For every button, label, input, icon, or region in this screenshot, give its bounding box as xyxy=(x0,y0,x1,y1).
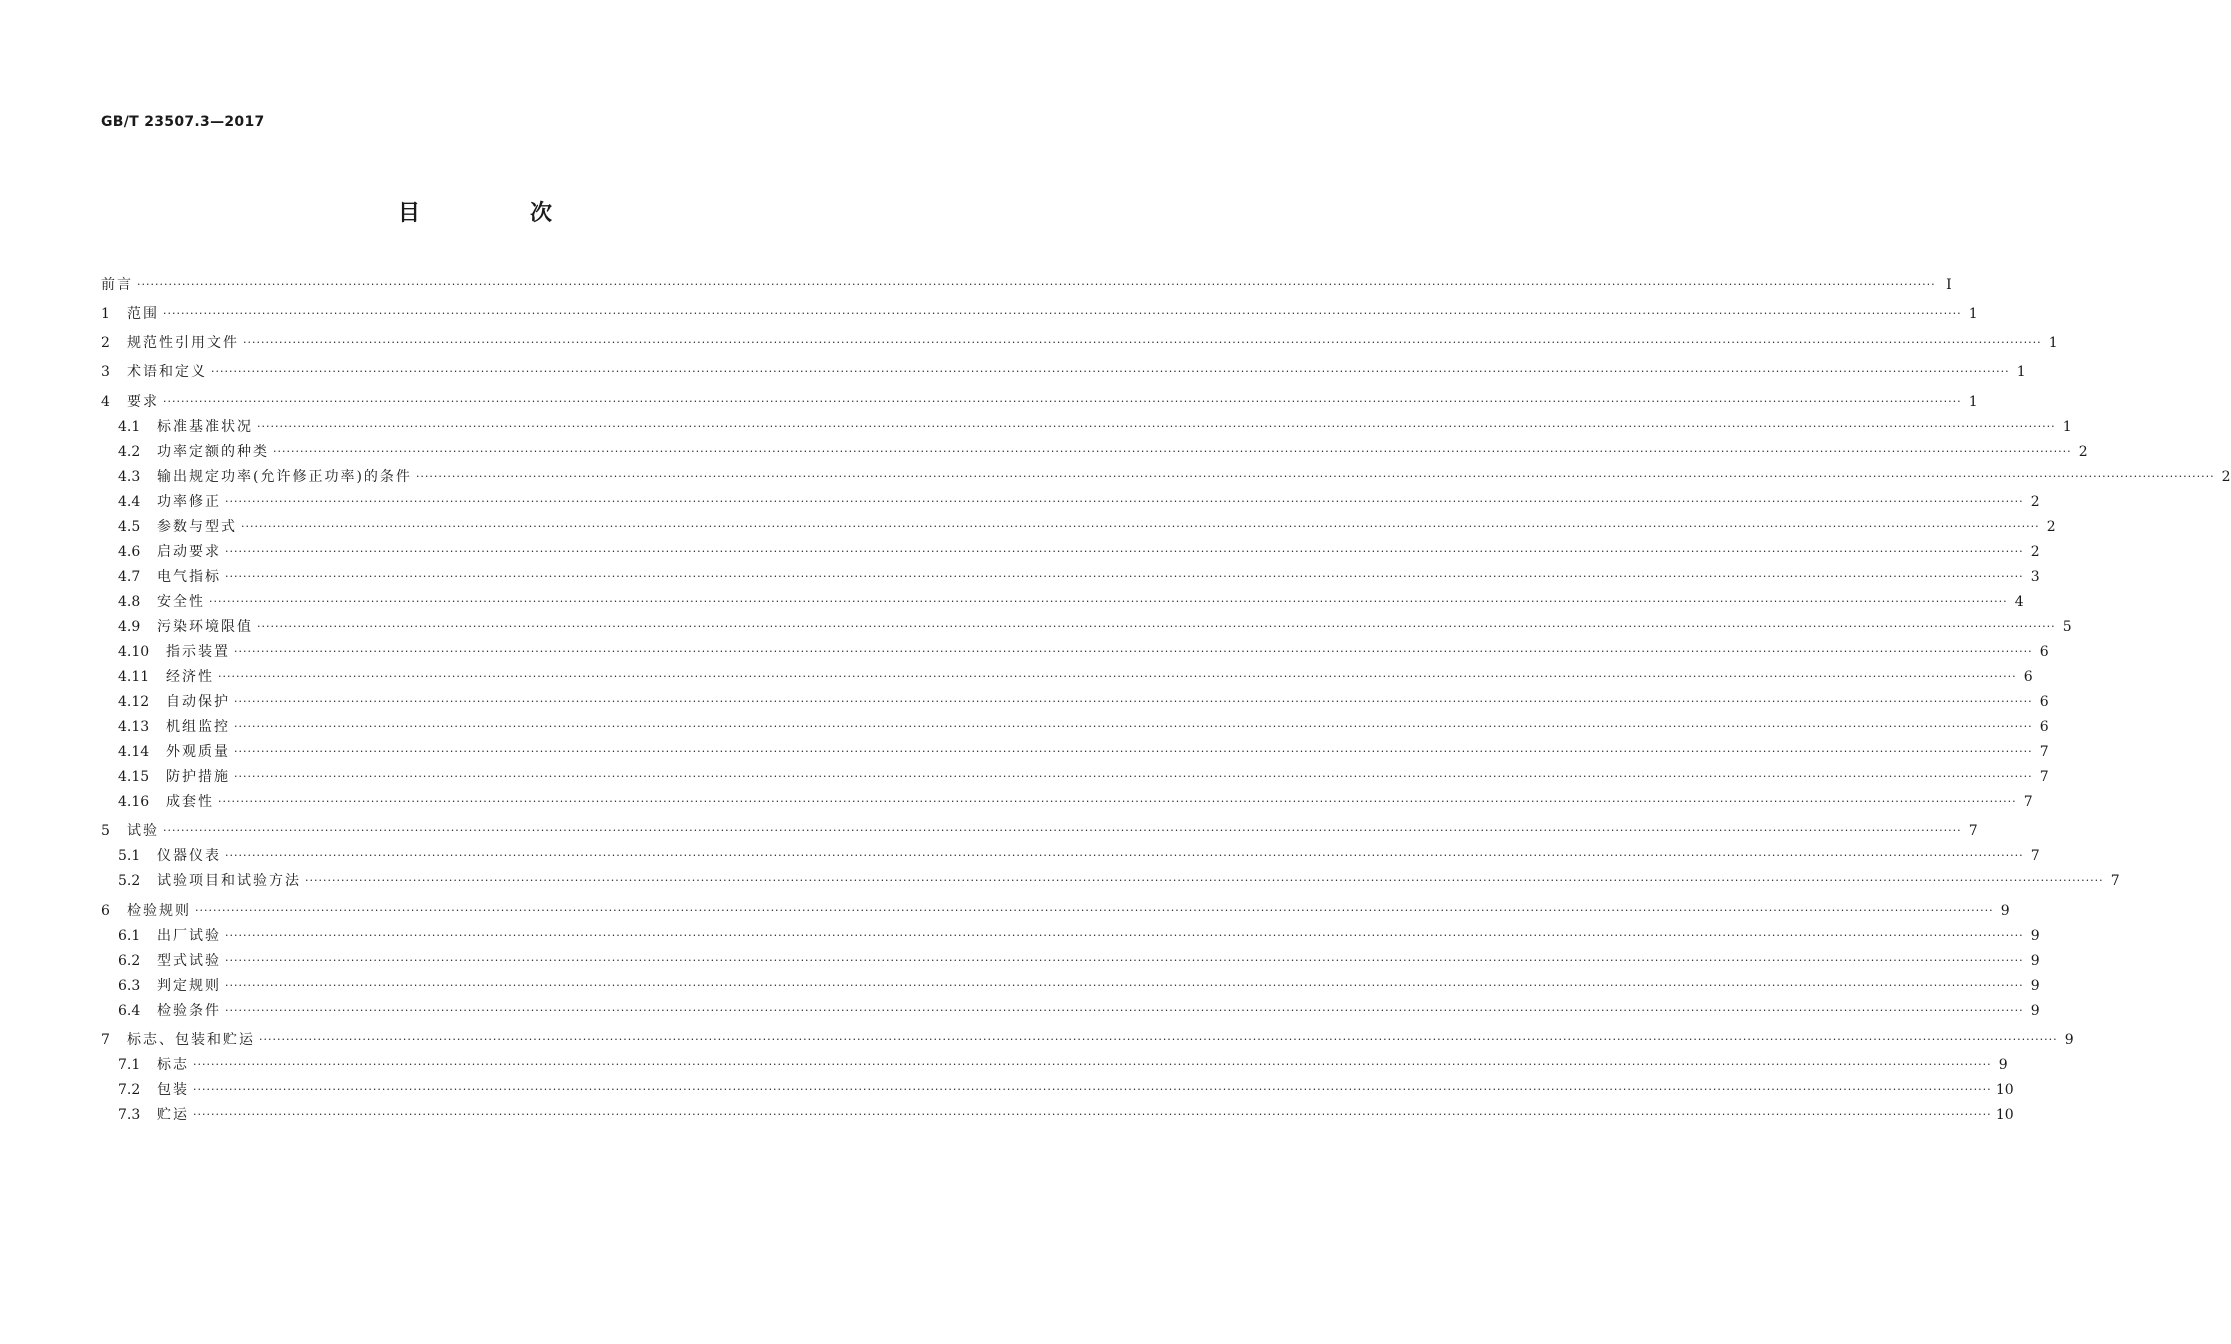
toc-entry-page: 4 xyxy=(2014,594,2024,610)
toc-entry-page: 9 xyxy=(2064,1032,2074,1048)
toc-entry-page: 2 xyxy=(2030,494,2040,510)
toc-entry-number: 5 xyxy=(101,823,110,839)
toc-entry-label: 自动保护 xyxy=(166,694,230,710)
toc-entry-number: 6.1 xyxy=(118,928,141,944)
toc-entry-number: 4.15 xyxy=(118,769,150,785)
toc-entry[interactable] xyxy=(118,568,2040,586)
toc-entry-label: 外观质量 xyxy=(166,744,230,760)
toc-entry-label: 检验规则 xyxy=(127,903,191,919)
toc-entry[interactable] xyxy=(118,768,2049,786)
toc-entry-number: 4.9 xyxy=(118,619,141,635)
toc-entry-label: 电气指标 xyxy=(157,569,221,585)
toc-leader-dots: ················································································································································································································································································································································································································ xyxy=(234,720,2033,733)
toc-entry[interactable] xyxy=(101,1031,2074,1049)
toc-entry-page: 1 xyxy=(1968,306,1978,322)
toc-leader-dots: ················································································································································································································································································································································································································ xyxy=(259,1033,2058,1046)
toc-leader-dots: ················································································································································································································································································································································································································ xyxy=(218,670,2017,683)
toc-entry-number: 4.5 xyxy=(118,519,141,535)
toc-entry[interactable] xyxy=(118,1081,2014,1099)
toc-entry-number: 4.3 xyxy=(118,469,141,485)
toc-entry-page: Ⅰ xyxy=(1946,277,1952,293)
toc-entry-number: 4.16 xyxy=(118,794,150,810)
toc-entry-page: 1 xyxy=(2048,335,2058,351)
toc-entry-number: 4.10 xyxy=(118,644,150,660)
standard-code: GB/T 23507.3—2017 xyxy=(101,114,265,130)
toc-entry[interactable] xyxy=(118,872,2120,890)
toc-entry-label: 安全性 xyxy=(157,594,205,610)
toc-entry-number: 4.12 xyxy=(118,694,150,710)
toc-entry-page: 2 xyxy=(2221,469,2231,485)
toc-entry-label: 成套性 xyxy=(166,794,214,810)
toc-entry-page: 9 xyxy=(2000,903,2010,919)
toc-entry-page: 7 xyxy=(2039,744,2049,760)
toc-leader-dots: ················································································································································································································································································································································································································ xyxy=(257,620,2056,633)
toc-entry-page: 6 xyxy=(2023,669,2033,685)
toc-entry[interactable] xyxy=(118,1056,2008,1074)
toc-entry[interactable] xyxy=(118,468,2231,486)
toc-entry[interactable] xyxy=(118,1002,2040,1020)
toc-leader-dots: ················································································································································································································································································································································································································ xyxy=(163,824,1962,837)
toc-entry-label: 功率修正 xyxy=(157,494,221,510)
toc-leader-dots: ················································································································································································································································································································································································································ xyxy=(218,795,2017,808)
toc-entry[interactable] xyxy=(118,693,2049,711)
toc-leader-dots: ················································································································································································································································································································································································································ xyxy=(234,645,2033,658)
toc-leader-dots: ················································································································································································································································································································································································································ xyxy=(225,495,2024,508)
toc-entry-label: 范围 xyxy=(127,306,159,322)
toc-entry-page: 9 xyxy=(2030,928,2040,944)
toc-entry[interactable] xyxy=(118,743,2049,761)
toc-entry-label: 出厂试验 xyxy=(157,928,221,944)
toc-entry-label: 参数与型式 xyxy=(157,519,237,535)
toc-entry-page: 9 xyxy=(2030,953,2040,969)
toc-leader-dots: ················································································································································································································································································································································································································ xyxy=(234,770,2033,783)
toc-entry-page: 6 xyxy=(2039,644,2049,660)
toc-entry[interactable] xyxy=(118,593,2024,611)
toc-entry-page: 2 xyxy=(2046,519,2056,535)
toc-entry-number: 7 xyxy=(101,1032,110,1048)
toc-entry-label: 污染环境限值 xyxy=(157,619,253,635)
toc-entry-number: 6.4 xyxy=(118,1003,141,1019)
toc-entry-number: 4.8 xyxy=(118,594,141,610)
toc-leader-dots: ················································································································································································································································································································································································································ xyxy=(193,1108,1992,1121)
toc-entry[interactable] xyxy=(118,618,2072,636)
toc-leader-dots: ················································································································································································································································································································································································································ xyxy=(257,420,2056,433)
toc-entry-number: 4.1 xyxy=(118,419,141,435)
toc-entry-label: 前言 xyxy=(101,277,133,293)
toc-entry-number: 6 xyxy=(101,903,110,919)
toc-entry[interactable] xyxy=(101,276,1952,294)
toc-entry-number: 7.2 xyxy=(118,1082,141,1098)
toc-entry-label: 检验条件 xyxy=(157,1003,221,1019)
toc-leader-dots: ················································································································································································································································································································································································································ xyxy=(163,307,1962,320)
toc-leader-dots: ················································································································································································································································································································································································································ xyxy=(137,278,1936,291)
toc-entry-label: 机组监控 xyxy=(166,719,230,735)
toc-entry-page: 7 xyxy=(1968,823,1978,839)
toc-entry-number: 4.6 xyxy=(118,544,141,560)
toc-leader-dots: ················································································································································································································································································································································································································ xyxy=(195,904,1994,917)
toc-leader-dots: ················································································································································································································································································································································································································ xyxy=(225,979,2024,992)
toc-leader-dots: ················································································································································································································································································································································································································ xyxy=(225,849,2024,862)
toc-leader-dots: ················································································································································································································································································································································································································ xyxy=(163,395,1962,408)
toc-entry[interactable] xyxy=(118,668,2033,686)
toc-title: 目 次 xyxy=(397,201,596,226)
toc-entry-page: 1 xyxy=(1968,394,1978,410)
toc-leader-dots: ················································································································································································································································································································································································································ xyxy=(415,470,2215,483)
toc-leader-dots: ················································································································································································································································································································································································································ xyxy=(225,545,2024,558)
toc-entry-page: 2 xyxy=(2030,544,2040,560)
toc-entry-number: 1 xyxy=(101,306,110,322)
toc-entry[interactable] xyxy=(118,443,2088,461)
toc-entry[interactable] xyxy=(101,902,2010,920)
toc-entry[interactable] xyxy=(118,493,2040,511)
toc-entry[interactable] xyxy=(101,393,1978,411)
toc-entry-page: 6 xyxy=(2039,694,2049,710)
toc-entry-page: 6 xyxy=(2039,719,2049,735)
toc-entry-label: 贮运 xyxy=(157,1107,189,1123)
toc-entry-number: 4.4 xyxy=(118,494,141,510)
toc-entry[interactable] xyxy=(118,1106,2014,1124)
toc-entry-label: 启动要求 xyxy=(157,544,221,560)
toc-leader-dots: ················································································································································································································································································································································································································ xyxy=(193,1083,1992,1096)
toc-leader-dots: ················································································································································································································································································································································································································ xyxy=(209,595,2008,608)
toc-entry-number: 5.2 xyxy=(118,873,141,889)
toc-leader-dots: ················································································································································································································································································································································································································ xyxy=(225,570,2024,583)
toc-entry-label: 试验项目和试验方法 xyxy=(157,873,301,889)
toc-entry-number: 4 xyxy=(101,394,110,410)
toc-leader-dots: ················································································································································································································································································································································································································ xyxy=(234,745,2033,758)
toc-entry-label: 标准基准状况 xyxy=(157,419,253,435)
toc-leader-dots: ················································································································································································································································································································································································································ xyxy=(225,929,2024,942)
toc-leader-dots: ················································································································································································································································································································································································································ xyxy=(241,520,2040,533)
toc-entry[interactable] xyxy=(118,643,2049,661)
toc-entry-page: 3 xyxy=(2030,569,2040,585)
toc-entry-page: 7 xyxy=(2030,848,2040,864)
toc-entry[interactable] xyxy=(101,822,1978,840)
toc-leader-dots: ················································································································································································································································································································································································································ xyxy=(305,874,2104,887)
toc-entry-page: 2 xyxy=(2078,444,2088,460)
toc-entry-number: 4.13 xyxy=(118,719,150,735)
toc-entry-label: 试验 xyxy=(127,823,159,839)
toc-entry-label: 标志 xyxy=(157,1057,189,1073)
toc-entry-page: 1 xyxy=(2062,419,2072,435)
toc-entry-page: 7 xyxy=(2110,873,2120,889)
toc-leader-dots: ················································································································································································································································································································································································································ xyxy=(234,695,2033,708)
toc-entry-page: 5 xyxy=(2062,619,2072,635)
toc-entry-number: 5.1 xyxy=(118,848,141,864)
toc-entry-label: 防护措施 xyxy=(166,769,230,785)
toc-entry-label: 功率定额的种类 xyxy=(157,444,269,460)
toc-entry-page: 10 xyxy=(1995,1082,2014,1098)
toc-entry-label: 标志、包装和贮运 xyxy=(127,1032,255,1048)
toc-entry-number: 6.3 xyxy=(118,978,141,994)
toc-entry[interactable] xyxy=(118,518,2056,536)
toc-entry[interactable] xyxy=(118,543,2040,561)
toc-entry-label: 要求 xyxy=(127,394,159,410)
toc-entry[interactable] xyxy=(118,418,2072,436)
toc-leader-dots: ················································································································································································································································································································································································································ xyxy=(273,445,2072,458)
toc-entry-label: 判定规则 xyxy=(157,978,221,994)
toc-entry[interactable] xyxy=(101,363,2026,381)
toc-leader-dots: ················································································································································································································································································································································································································ xyxy=(243,336,2042,349)
toc-entry[interactable] xyxy=(101,334,2058,352)
toc-entry-number: 4.7 xyxy=(118,569,141,585)
toc-entry-label: 仪器仪表 xyxy=(157,848,221,864)
toc-entry-label: 型式试验 xyxy=(157,953,221,969)
toc-entry-page: 7 xyxy=(2023,794,2033,810)
toc-leader-dots: ················································································································································································································································································································································································································ xyxy=(225,1004,2024,1017)
toc-entry-label: 包装 xyxy=(157,1082,189,1098)
toc-entry[interactable] xyxy=(118,847,2040,865)
toc-leader-dots: ················································································································································································································································································································································································································ xyxy=(211,365,2010,378)
toc-entry[interactable] xyxy=(118,793,2033,811)
toc-entry[interactable] xyxy=(101,305,1978,323)
toc-entry[interactable] xyxy=(118,977,2040,995)
toc-entry-number: 2 xyxy=(101,335,110,351)
toc-entry-label: 指示装置 xyxy=(166,644,230,660)
toc-entry-label: 术语和定义 xyxy=(127,364,207,380)
toc-entry-page: 9 xyxy=(2030,978,2040,994)
toc-entry-number: 7.3 xyxy=(118,1107,141,1123)
toc-entry-number: 6.2 xyxy=(118,953,141,969)
toc-entry-page: 9 xyxy=(2030,1003,2040,1019)
toc-entry[interactable] xyxy=(118,927,2040,945)
toc-leader-dots: ················································································································································································································································································································································································································ xyxy=(193,1058,1992,1071)
toc-entry[interactable] xyxy=(118,718,2049,736)
toc-entry[interactable] xyxy=(118,952,2040,970)
toc-entry-number: 7.1 xyxy=(118,1057,141,1073)
toc-entry-label: 输出规定功率(允许修正功率)的条件 xyxy=(157,469,412,485)
toc-entry-page: 9 xyxy=(1998,1057,2008,1073)
toc-leader-dots: ················································································································································································································································································································································································································ xyxy=(225,954,2024,967)
toc-entry-page: 10 xyxy=(1995,1107,2014,1123)
toc-entry-number: 4.2 xyxy=(118,444,141,460)
toc-entry-page: 1 xyxy=(2016,364,2026,380)
toc-entry-number: 4.11 xyxy=(118,669,150,685)
toc-entry-number: 4.14 xyxy=(118,744,150,760)
toc-entry-label: 经济性 xyxy=(166,669,214,685)
toc-entry-page: 7 xyxy=(2039,769,2049,785)
toc-entry-number: 3 xyxy=(101,364,110,380)
toc-entry-label: 规范性引用文件 xyxy=(127,335,239,351)
